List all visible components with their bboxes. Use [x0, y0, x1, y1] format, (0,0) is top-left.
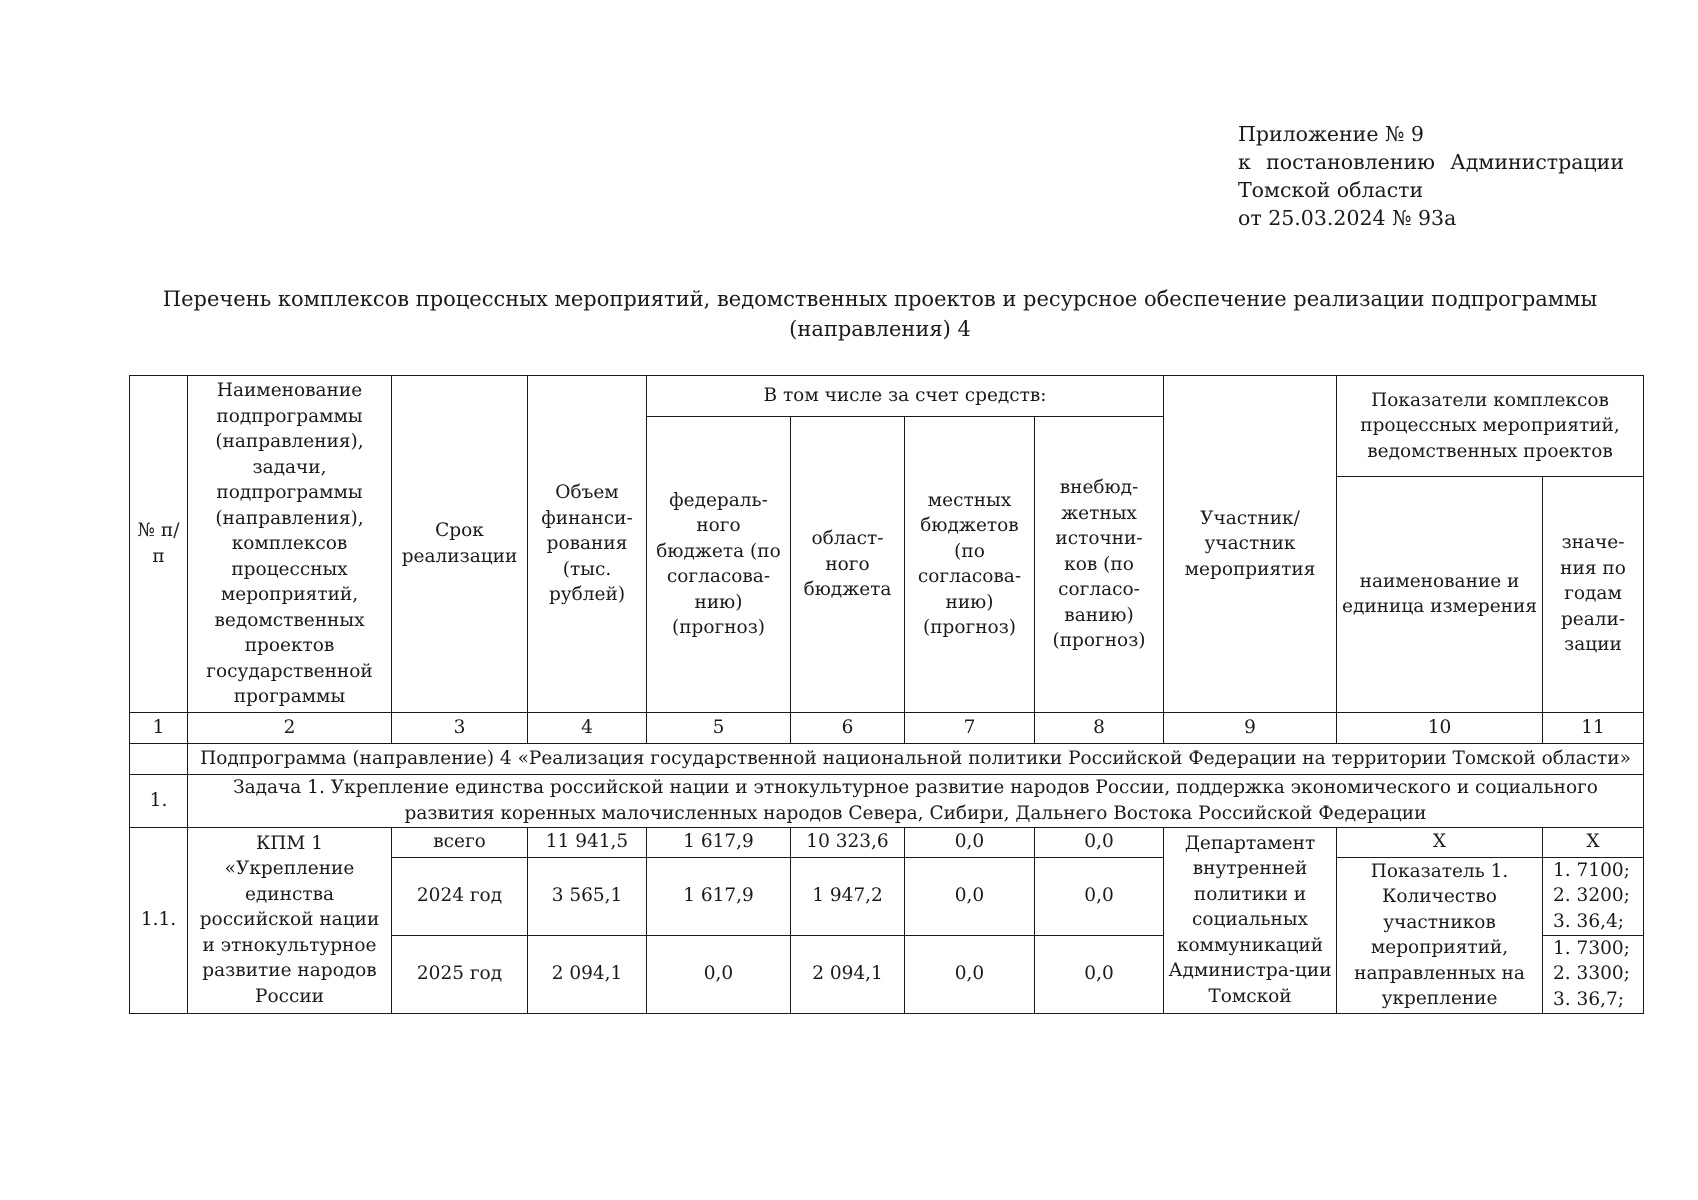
- kpm-extra: 0,0: [1035, 935, 1164, 1013]
- kpm-volume: 3 565,1: [528, 857, 647, 935]
- indicator-value: 3. 36,7;: [1553, 988, 1624, 1010]
- task-row: [130, 774, 1644, 827]
- col-number: 4: [528, 712, 647, 743]
- header-name: Наименование подпрограммы (направления), задачи, подпрограммы (направления), комплексов процессных мероприятий, ведомственных проектов государственной программы: [188, 376, 392, 713]
- col-number: 9: [1164, 712, 1337, 743]
- document-title-line-1: Перечень комплексов процессных мероприятий, ведомственных проектов и ресурсное обеспечение реализации подпрограммы: [162, 287, 1598, 311]
- kpm-local: 0,0: [905, 857, 1035, 935]
- kpm-extra: 0,0: [1035, 827, 1164, 857]
- header-row-1: [130, 376, 1644, 417]
- kpm-regional: 10 323,6: [791, 827, 905, 857]
- kpm-federal: 0,0: [647, 935, 791, 1013]
- task-num: 1.: [130, 774, 188, 827]
- header-including: В том числе за счет средств:: [647, 376, 1164, 417]
- indicator-value: 3. 36,4;: [1553, 910, 1624, 932]
- appendix-line-2: к постановлению Администрации: [1238, 150, 1624, 174]
- kpm-regional: 1 947,2: [791, 857, 905, 935]
- header-regional: област-ного бюджета: [791, 417, 905, 713]
- kpm-period: всего: [392, 827, 528, 857]
- header-participant: Участник/ участник мероприятия: [1164, 376, 1337, 713]
- kpm-indicator-name: Показатель 1. Количество участников мероприятий, направленных на укрепление: [1337, 857, 1543, 1013]
- task-text: Задача 1. Укрепление единства российской нации и этнокультурное развитие народов России, поддержка экономического и социального развития коренных малочисленных народов Севера, Сибири, Дальнего Востока Российской Федерации: [188, 774, 1644, 827]
- kpm-local: 0,0: [905, 827, 1035, 857]
- header-num: № п/п: [130, 376, 188, 713]
- col-number: 2: [188, 712, 392, 743]
- subprogram-title: Подпрограмма (направление) 4 «Реализация государственной национальной политики Российской Федерации на территории Томской области»: [188, 743, 1644, 774]
- appendix-line-4: от 25.03.2024 № 93а: [1238, 206, 1457, 230]
- appendix-line-3: Томской области: [1238, 178, 1424, 202]
- col-number: 10: [1337, 712, 1543, 743]
- kpm-extra: 0,0: [1035, 857, 1164, 935]
- header-indicator-name: наименование и единица измерения: [1337, 476, 1543, 712]
- col-number: 8: [1035, 712, 1164, 743]
- appendix-line-1: Приложение № 9: [1238, 122, 1424, 146]
- kpm-row-total: [130, 827, 1644, 857]
- indicator-value: 1. 7100;: [1553, 859, 1630, 881]
- kpm-period: 2024 год: [392, 857, 528, 935]
- header-local: местных бюджетов (по согласова-нию) (прогноз): [905, 417, 1035, 713]
- col-number: 3: [392, 712, 528, 743]
- indicator-value: 1. 7300;: [1553, 937, 1630, 959]
- col-number: 6: [791, 712, 905, 743]
- col-number: 11: [1543, 712, 1644, 743]
- budget-table: [129, 375, 1644, 1014]
- column-numbers-row: [130, 712, 1644, 743]
- kpm-federal: 1 617,9: [647, 827, 791, 857]
- kpm-period: 2025 год: [392, 935, 528, 1013]
- col-number: 1: [130, 712, 188, 743]
- kpm-local: 0,0: [905, 935, 1035, 1013]
- kpm-num: 1.1.: [130, 827, 188, 1013]
- kpm-participant: Департамент внутренней политики и социальных коммуникаций Администра-ции Томской: [1164, 827, 1337, 1013]
- document-title: [130, 284, 1630, 344]
- col-number: 5: [647, 712, 791, 743]
- col-number: 7: [905, 712, 1035, 743]
- kpm-volume: 11 941,5: [528, 827, 647, 857]
- kpm-federal: 1 617,9: [647, 857, 791, 935]
- kpm-name: КПМ 1 «Укрепление единства российской нации и этнокультурное развитие народов России: [188, 827, 392, 1013]
- subprogram-row: [130, 743, 1644, 774]
- header-federal: федераль-ного бюджета (по согласова-нию) (прогноз): [647, 417, 791, 713]
- subprogram-num: [130, 743, 188, 774]
- kpm-indicator-values-2024: [1543, 857, 1644, 935]
- indicator-value: 2. 3300;: [1553, 963, 1630, 985]
- header-volume: Объем финанси-рования (тыс. рублей): [528, 376, 647, 713]
- kpm-indicator-name-total: Х: [1337, 827, 1543, 857]
- header-indicator-values: значе-ния по годам реали-зации: [1543, 476, 1644, 712]
- header-period: Срок реализации: [392, 376, 528, 713]
- kpm-regional: 2 094,1: [791, 935, 905, 1013]
- header-extra: внебюд-жетных источни-ков (по согласо-ванию) (прогноз): [1035, 417, 1164, 713]
- kpm-volume: 2 094,1: [528, 935, 647, 1013]
- kpm-indicator-value-total: Х: [1543, 827, 1644, 857]
- header-indicators: Показатели комплексов процессных мероприятий, ведомственных проектов: [1337, 376, 1644, 477]
- appendix-block: [1238, 120, 1624, 232]
- document-title-line-2: (направления) 4: [789, 317, 971, 341]
- kpm-indicator-values-2025: [1543, 935, 1644, 1013]
- indicator-value: 2. 3200;: [1553, 885, 1630, 907]
